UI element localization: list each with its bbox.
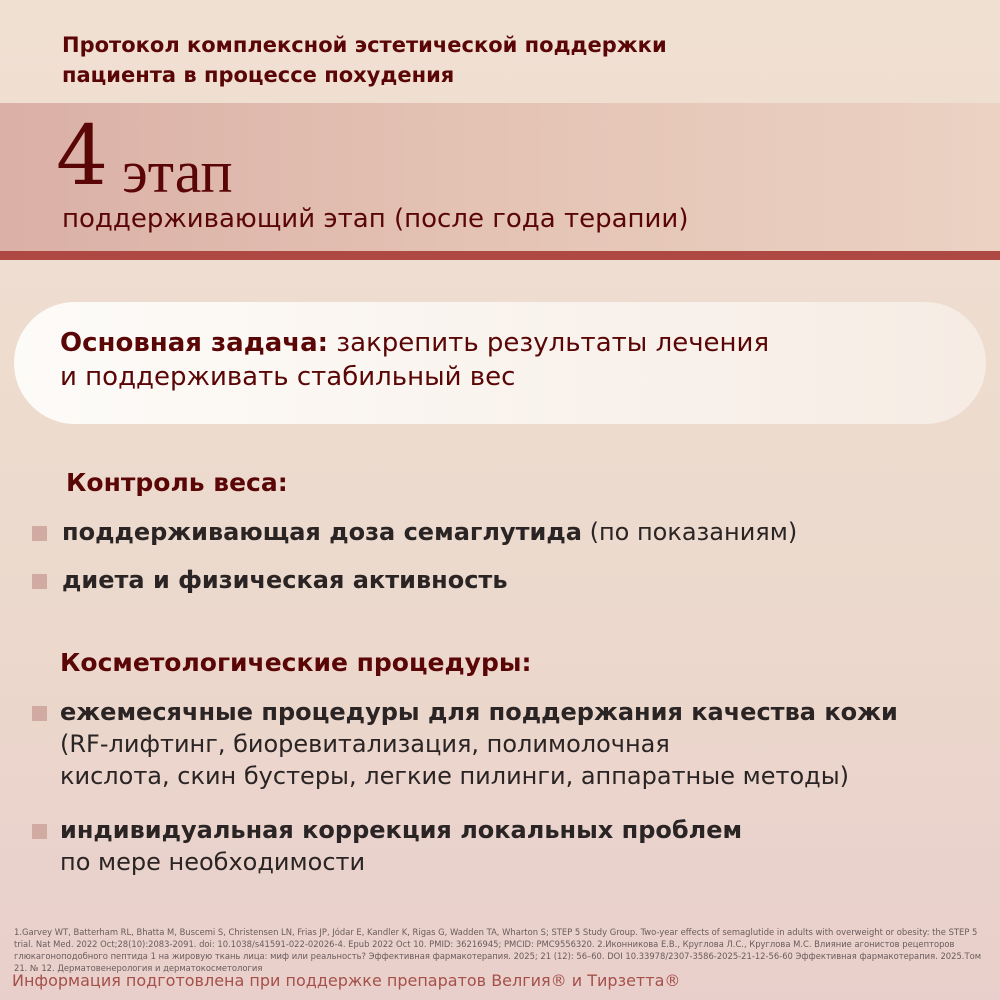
task-text: закрепить результаты лечения — [328, 328, 770, 358]
item-detail: кислота, скин бустеры, легкие пилинги, аппаратные методы) — [60, 762, 850, 790]
title-line-1: Протокол комплексной эстетической поддержки — [62, 33, 667, 57]
list-item — [32, 696, 898, 792]
stage-word: этап — [122, 139, 233, 205]
item-bold: индивидуальная коррекция локальных проблем — [60, 816, 743, 844]
title-line-2: пациента в процессе похудения — [62, 63, 455, 87]
bullet-square-icon — [32, 574, 47, 589]
bullet-square-icon — [32, 824, 47, 839]
weight-heading: Контроль веса: — [66, 468, 288, 497]
item-note: (по показаниям) — [581, 518, 798, 546]
stage-subtitle: поддерживающий этап (после года терапии) — [62, 204, 689, 234]
bullet-square-icon — [32, 706, 47, 721]
document-title — [62, 30, 667, 90]
main-task-card — [14, 302, 986, 424]
bullet-square-icon — [32, 526, 47, 541]
sponsor-footer: Информация подготовлена при поддержке препаратов Велгия® и Тирзетта® — [12, 971, 681, 990]
list-item — [32, 516, 797, 548]
task-text-2: и поддерживать стабильный вес — [60, 362, 516, 392]
list-item — [32, 814, 742, 878]
item-bold: ежемесячные процедуры для поддержания качества кожи — [60, 698, 898, 726]
item-detail: (RF-лифтинг, биоревитализация, полимолочная — [60, 730, 670, 758]
footnotes: 1.Garvey WT, Batterham RL, Bhatta M, Buscemi S, Christensen LN, Frias JP, Jódar E, Kandler K, Rigas G, Wadden TA, Wharton S; STEP 5 Study Group. Two-year effects of semaglutide in adults with overweight or obesity: the STEP 5 trial. Nat Med. 2022 Oct;28(10):2083-2091. doi: 10.1038/s41591-022-02026-4. Epub 2022 Oct 10. PMID: 36216945; PMCID: PMC9556320. 2.Иконникова Е.В., Круглова Л.С., Круглова М.С. Влияние агонистов рецепторов глюкагоноподобного пептида 1 на жировую ткань лица: миф или реальность? Эффективная фармакотерапия. 2025; 21 (12): 56–60. DOI 10.33978/2307-3586-2025-21-12-56-60 Эффективная фармакотерапия. 2025.Том 21. № 12. Дерматовенерология и дерматокосметология — [14, 927, 982, 973]
task-label: Основная задача: — [60, 328, 329, 358]
stage-number: 4 — [56, 109, 109, 204]
item-detail: по мере необходимости — [60, 848, 366, 876]
list-item — [32, 564, 508, 596]
item-bold: диета и физическая активность — [62, 566, 508, 594]
divider-bar — [0, 251, 1000, 260]
cosmetic-heading: Косметологические процедуры: — [60, 648, 532, 677]
item-bold: поддерживающая доза семаглутида — [62, 518, 582, 546]
